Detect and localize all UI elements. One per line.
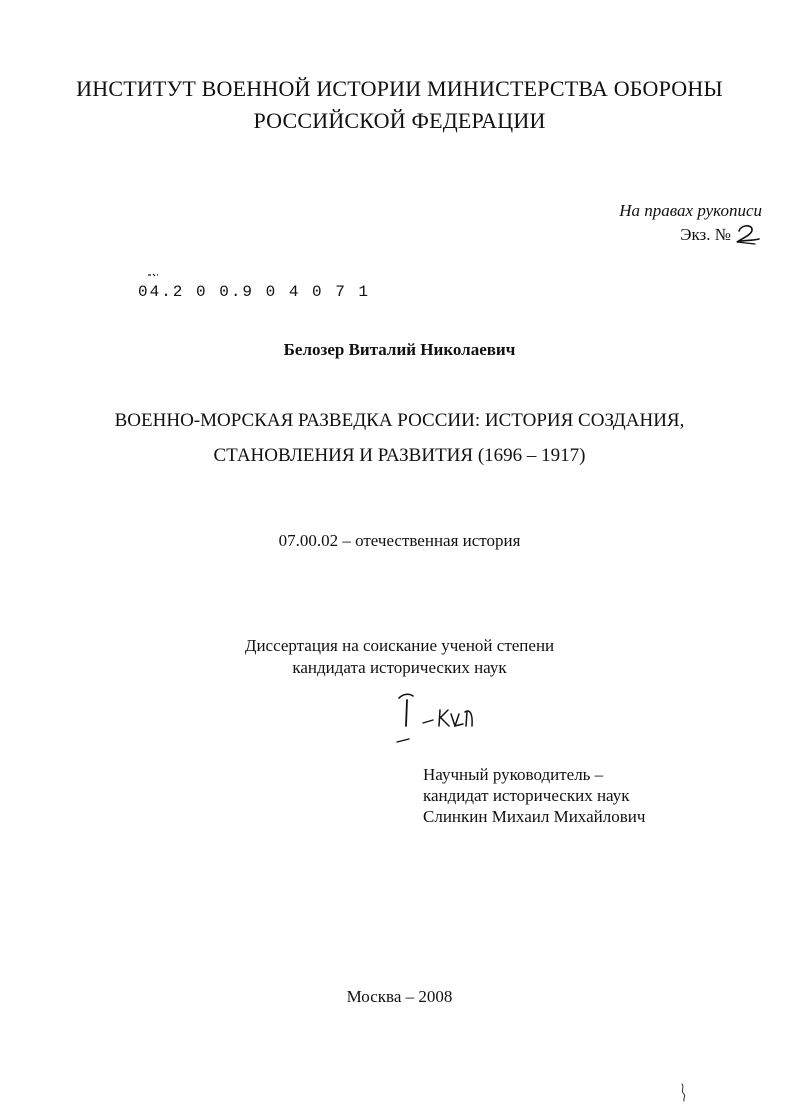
degree-line-1: Диссертация на соискание ученой степени bbox=[244, 636, 555, 655]
handwritten-note bbox=[393, 690, 493, 750]
institute-name-line-2: РОССИЙСКОЙ ФЕДЕРАЦИИ bbox=[253, 108, 546, 133]
advisor-line-2: кандидат исторических наук bbox=[423, 786, 630, 805]
archive-stamp-code: 04.2 0 0.9 0 4 0 7 1 bbox=[138, 283, 371, 301]
thesis-title-line-1: ВОЕННО-МОРСКАЯ РАЗВЕДКА РОССИИ: ИСТОРИЯ СОЗДАНИЯ, bbox=[114, 410, 685, 431]
place-and-year: Москва – 2008 bbox=[346, 987, 453, 1006]
page-corner-mark bbox=[678, 1082, 688, 1102]
degree-line-2: кандидата исторических наук bbox=[292, 658, 507, 677]
copy-number bbox=[680, 223, 761, 245]
institute-name-line-1: ИНСТИТУТ ВОЕННОЙ ИСТОРИИ МИНИСТЕРСТВА ОБОРОНЫ bbox=[76, 76, 723, 101]
advisor-line-3: Слинкин Михаил Михайлович bbox=[423, 807, 646, 826]
manuscript-rights-label: На правах рукописи bbox=[619, 201, 762, 220]
advisor-line-1: Научный руководитель – bbox=[423, 765, 604, 784]
specialty-code: 07.00.02 – отечественная история bbox=[278, 531, 521, 550]
copy-number-label: Экз. № bbox=[680, 225, 731, 244]
stamp-tick-mark bbox=[147, 272, 159, 278]
handwritten-copy-number-2 bbox=[733, 223, 761, 245]
thesis-title-line-2: СТАНОВЛЕНИЯ И РАЗВИТИЯ (1696 – 1917) bbox=[213, 445, 586, 466]
author-name: Белозер Виталий Николаевич bbox=[283, 340, 516, 359]
